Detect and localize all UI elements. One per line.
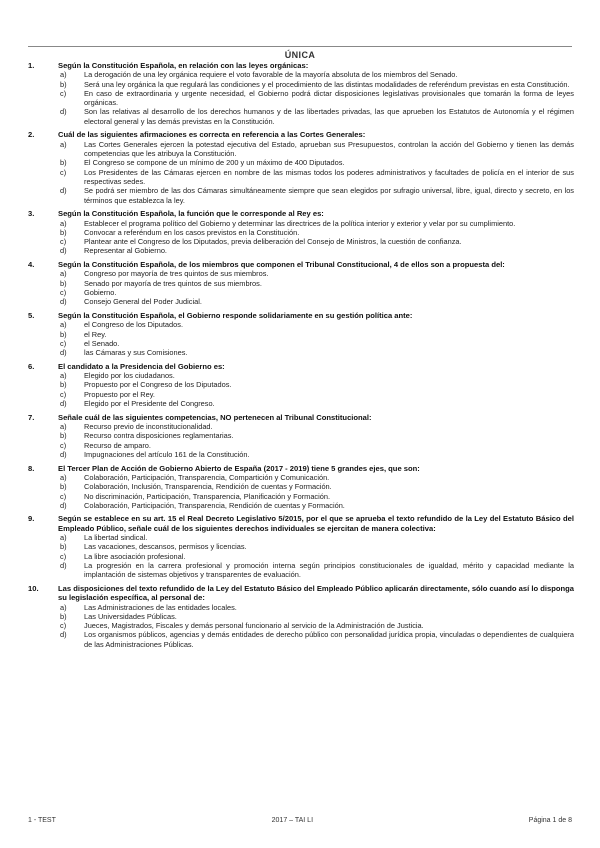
option-text: el Congreso de los Diputados. — [84, 320, 184, 330]
option-letter: b) — [60, 542, 67, 552]
option-letter: a) — [60, 139, 67, 149]
option-letter: c) — [60, 237, 67, 247]
answer-option — [28, 158, 574, 167]
option-text: Recurso contra disposiciones reglamentarias. — [84, 431, 234, 441]
footer-test-label: 1 - TEST — [28, 817, 56, 824]
option-text: Representar al Gobierno. — [84, 246, 167, 256]
section-title: ÚNICA — [284, 50, 316, 60]
question-text: El candidato a la Presidencia del Gobierno es: — [58, 361, 225, 371]
option-text: Plantear ante el Congreso de los Diputados, previa deliberación del Consejo de Ministros, la cuestión de confianza. — [84, 237, 462, 247]
header-rule — [28, 46, 572, 47]
answer-option — [28, 482, 574, 491]
option-letter: d) — [60, 186, 67, 196]
option-text: Consejo General del Poder Judicial. — [84, 297, 202, 307]
option-letter: d) — [60, 246, 67, 256]
answer-option — [28, 399, 574, 408]
answer-option — [28, 621, 574, 630]
question-item — [28, 130, 574, 204]
option-letter: c) — [60, 551, 67, 561]
option-letter: c) — [60, 621, 67, 631]
question-item — [28, 260, 574, 306]
answer-option — [28, 501, 574, 510]
option-letter: b) — [60, 611, 67, 621]
question-list — [28, 61, 574, 653]
option-text: Gobierno. — [84, 288, 117, 297]
option-text: Convocar a referéndum en los casos previstos en la Constitución. — [84, 227, 300, 237]
answer-option — [28, 431, 574, 440]
option-letter: d) — [60, 560, 67, 570]
question-number: 6. — [28, 361, 35, 371]
footer-page-number: Página 1 de 8 — [528, 817, 572, 824]
question-text: Según la Constitución Española, la función que le corresponde al Rey es: — [58, 209, 324, 219]
question-stem — [28, 464, 574, 473]
option-letter: a) — [60, 320, 67, 330]
option-letter: a) — [60, 269, 67, 279]
question-text: Según la Constitución Española, de los miembros que componen el Tribunal Constitucional, 4 de ellos son a propuesta del: — [58, 260, 505, 270]
answer-option — [28, 339, 574, 348]
question-stem — [28, 362, 574, 371]
option-text: Colaboración, Participación, Transparencia, Rendición de cuentas y Formación. — [84, 500, 345, 510]
question-text: Según la Constitución Española, el Gobierno responde solidariamente en su gestión política ante: — [58, 310, 413, 320]
option-text: Recurso de amparo. — [84, 440, 151, 450]
answer-option — [28, 603, 574, 612]
answer-option — [28, 140, 574, 159]
question-item — [28, 464, 574, 510]
option-letter: d) — [60, 449, 67, 459]
option-text: Recurso previo de inconstitucionalidad. — [84, 422, 213, 432]
option-text: el Senado. — [84, 338, 120, 348]
question-number: 9. — [28, 514, 35, 524]
answer-option — [28, 450, 574, 459]
option-text: Se podrá ser miembro de las dos Cámaras simultáneamente siempre que sean elegidos por sufragio universal, libre, igual, directo y secreto, en los términos que establezca la ley. — [84, 186, 574, 205]
option-text: La libertad sindical. — [84, 533, 148, 543]
page-footer — [28, 817, 572, 824]
answer-option — [28, 297, 574, 306]
option-letter: a) — [60, 472, 67, 482]
question-stem — [28, 514, 574, 533]
question-stem — [28, 209, 574, 218]
answer-option — [28, 348, 574, 357]
question-text: Según se establece en su art. 15 el Real Decreto Legislativo 5/2015, por el que se aprueba el texto refundido de la Ley del Estatuto Básico del Empleado Público, señale cuál de los siguientes derechos individuales se ejercitan de manera colectiva: — [58, 514, 574, 533]
option-letter: c) — [60, 88, 67, 98]
option-text: las Cámaras y sus Comisiones. — [84, 348, 188, 358]
answer-option — [28, 380, 574, 389]
answer-option — [28, 288, 574, 297]
question-text: El Tercer Plan de Acción de Gobierno Abierto de España (2017 - 2019) tiene 5 grandes ejes, que son: — [58, 463, 420, 473]
answer-option — [28, 107, 574, 126]
option-letter: d) — [60, 107, 67, 117]
option-text: Las Administraciones de las entidades locales. — [84, 602, 237, 612]
question-item — [28, 61, 574, 126]
option-letter: b) — [60, 278, 67, 288]
question-stem — [28, 311, 574, 320]
option-letter: c) — [60, 167, 67, 177]
option-text: Las Universidades Públicas. — [84, 611, 177, 621]
answer-option — [28, 473, 574, 482]
question-text: Las disposiciones del texto refundido de la Ley del Estatuto Básico del Empleado Público aplicarán directamente, sólo cuando así lo disponga su legislación específica, al personal de: — [58, 583, 574, 603]
option-letter: d) — [60, 500, 67, 510]
question-text: Cuál de las siguientes afirmaciones es correcta en referencia a las Cortes Generales: — [58, 130, 366, 140]
option-text: Elegido por el Presidente del Congreso. — [84, 399, 215, 409]
option-letter: d) — [60, 399, 67, 409]
option-text: Las vacaciones, descansos, permisos y licencias. — [84, 542, 247, 552]
option-letter: a) — [60, 371, 67, 381]
option-text: La derogación de una ley orgánica requiere el voto favorable de la mayoría absoluta de los miembros del Senado. — [84, 70, 458, 80]
answer-option — [28, 542, 574, 551]
answer-option — [28, 246, 574, 255]
question-number: 8. — [28, 463, 35, 473]
option-text: Propuesto por el Congreso de los Diputados. — [84, 380, 232, 390]
option-letter: d) — [60, 348, 67, 358]
answer-option — [28, 371, 574, 380]
option-text: La progresión en la carrera profesional y promoción interna según principios constitucionales de igualdad, mérito y capacidad mediante la implantación de sistemas objetivos y transparentes de evaluación. — [84, 560, 574, 580]
question-item — [28, 362, 574, 408]
answer-option — [28, 630, 574, 649]
option-letter: b) — [60, 482, 67, 492]
option-text: Colaboración, Inclusión, Transparencia, Rendición de cuentas y Formación. — [84, 482, 332, 492]
option-letter: c) — [60, 338, 67, 348]
option-text: Los organismos públicos, agencias y demás entidades de derecho público con personalidad jurídica propia, vinculadas o dependientes de cualquiera de las Administraciones Públicas. — [84, 630, 574, 649]
option-letter: c) — [60, 440, 67, 450]
answer-option — [28, 612, 574, 621]
option-text: Los Presidentes de las Cámaras ejercen en nombre de las mismas todos los poderes administrativos y facultades de policía en el interior de sus respectivas sedes. — [84, 167, 574, 186]
answer-option — [28, 552, 574, 561]
question-number: 3. — [28, 209, 35, 219]
answer-option — [28, 422, 574, 431]
option-text: Impugnaciones del artículo 161 de la Constitución. — [84, 449, 250, 459]
answer-option — [28, 168, 574, 187]
question-item — [28, 413, 574, 459]
answer-option — [28, 89, 574, 108]
answer-option — [28, 561, 574, 580]
option-letter: c) — [60, 389, 67, 399]
option-letter: a) — [60, 70, 67, 80]
answer-option — [28, 533, 574, 542]
option-text: Son las relativas al desarrollo de los derechos humanos y de las libertades privadas, las que aprueben los Estatutos de Autonomía y el régimen electoral general y las demás previstas en la Constitución. — [84, 107, 574, 126]
option-letter: b) — [60, 158, 67, 168]
answer-option — [28, 330, 574, 339]
option-text: Elegido por los ciudadanos. — [84, 371, 175, 381]
option-text: Jueces, Magistrados, Fiscales y demás personal funcionario al servicio de la Administración de Justicia. — [84, 621, 424, 631]
option-letter: d) — [60, 297, 67, 307]
question-stem — [28, 584, 574, 603]
answer-option — [28, 70, 574, 79]
question-item — [28, 514, 574, 579]
option-letter: c) — [60, 288, 67, 297]
option-text: Establecer el programa político del Gobierno y determinar las directrices de la política interior y exterior y velar por su cumplimiento. — [84, 218, 516, 228]
answer-option — [28, 80, 574, 89]
option-letter: a) — [60, 218, 67, 228]
option-letter: b) — [60, 380, 67, 390]
answer-option — [28, 390, 574, 399]
answer-option — [28, 441, 574, 450]
option-text: Será una ley orgánica la que regulará las condiciones y el procedimiento de las distintas modalidades de referéndum previstas en esta Constitución. — [84, 79, 570, 89]
option-letter: a) — [60, 533, 67, 543]
question-stem — [28, 260, 574, 269]
question-stem — [28, 61, 574, 70]
question-number: 4. — [28, 260, 35, 270]
option-text: Senado por mayoría de tres quintos de sus miembros. — [84, 278, 262, 288]
question-item — [28, 584, 574, 649]
question-item — [28, 311, 574, 357]
question-number: 7. — [28, 412, 35, 422]
question-stem — [28, 413, 574, 422]
option-letter: d) — [60, 630, 67, 640]
answer-option — [28, 279, 574, 288]
answer-option — [28, 219, 574, 228]
question-item — [28, 209, 574, 255]
option-text: Colaboración, Participación, Transparencia, Compartición y Comunicación. — [84, 472, 330, 482]
option-letter: b) — [60, 227, 67, 237]
answer-option — [28, 320, 574, 329]
answer-option — [28, 237, 574, 246]
question-number: 1. — [28, 61, 35, 70]
answer-option — [28, 186, 574, 205]
option-text: No discriminación, Participación, Transparencia, Planificación y Formación. — [84, 491, 331, 501]
option-text: Propuesto por el Rey. — [84, 389, 155, 399]
answer-option — [28, 269, 574, 278]
option-letter: a) — [60, 422, 67, 432]
answer-option — [28, 228, 574, 237]
option-text: Las Cortes Generales ejercen la potestad ejecutiva del Estado, aprueban sus Presupuestos, controlan la acción del Gobierno y tienen las demás competencias que les atribuya la Constitución. — [84, 139, 574, 159]
question-stem — [28, 130, 574, 139]
question-number: 5. — [28, 310, 35, 320]
option-letter: b) — [60, 79, 67, 89]
option-text: Congreso por mayoría de tres quintos de sus miembros. — [84, 269, 269, 279]
footer-exam-label: 2017 – TAI LI — [271, 817, 314, 824]
question-number: 10. — [28, 583, 39, 593]
option-text: El Congreso se compone de un mínimo de 200 y un máximo de 400 Diputados. — [84, 158, 345, 168]
option-letter: c) — [60, 491, 67, 501]
option-text: En caso de extraordinaria y urgente necesidad, el Gobierno podrá dictar disposiciones legislativas provisionales que tomarán la forma de leyes orgánicas. — [84, 88, 574, 108]
option-letter: b) — [60, 329, 67, 339]
question-text: Señale cuál de las siguientes competencias, NO pertenecen al Tribunal Constitucional: — [58, 412, 372, 422]
option-letter: a) — [60, 602, 67, 612]
option-letter: b) — [60, 431, 67, 441]
question-number: 2. — [28, 130, 35, 140]
answer-option — [28, 492, 574, 501]
option-text: La libre asociación profesional. — [84, 551, 186, 561]
option-text: el Rey. — [84, 329, 107, 339]
question-text: Según la Constitución Española, en relación con las leyes orgánicas: — [58, 61, 309, 70]
